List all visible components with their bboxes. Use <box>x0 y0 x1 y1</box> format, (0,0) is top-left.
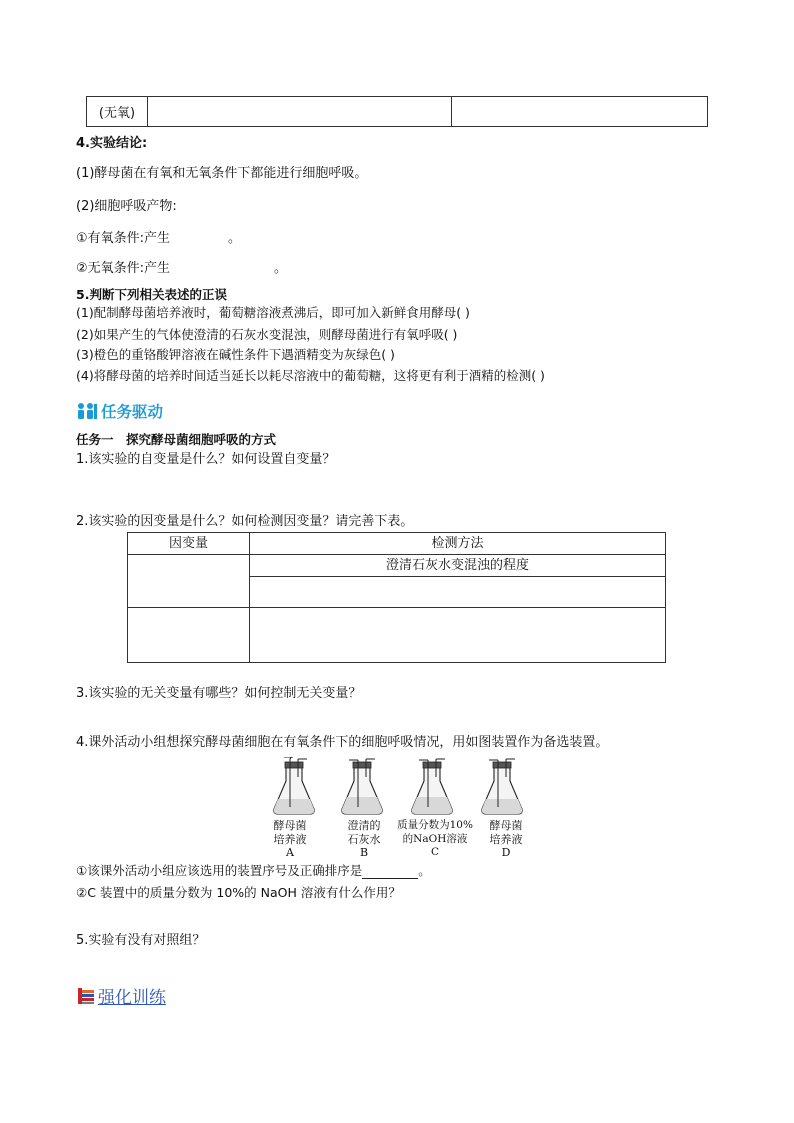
table-row1-method: 澄清石灰水变混浊的程度 <box>385 558 529 573</box>
table-row-divider <box>128 607 665 608</box>
flask-c-letter: C <box>430 846 440 858</box>
task1-q4: 4.课外活动小组想探究酵母菌细胞在有氧条件下的细胞呼吸情况，用如图装置作为备选装置。 <box>76 735 609 750</box>
aerobic-label: ①有氧条件:产生 <box>76 231 171 246</box>
flask-b-label <box>336 819 392 860</box>
flask-d-line2: 培养液 <box>489 832 523 846</box>
flasks-svg <box>262 757 542 819</box>
flask-b-line1: 澄清的 <box>347 819 381 832</box>
flask-c-icon <box>412 759 452 814</box>
flask-a-icon <box>274 757 314 814</box>
task1-q4-sub1 <box>76 862 431 879</box>
flask-c-line1: 质量分数为10% <box>397 819 473 831</box>
table-header-variable: 因变量 <box>168 536 208 551</box>
judge-item-3: (3)橙色的重铬酸钾溶液在碱性条件下遇酒精变为灰绿色( ) <box>76 347 395 362</box>
task1-q5: 5.实验有没有对照组？ <box>76 933 206 948</box>
dependent-variable-table <box>127 532 666 663</box>
task1-title: 任务一 探究酵母菌细胞呼吸的方式 <box>76 432 277 447</box>
flask-d-icon <box>482 759 522 814</box>
q4-sub1-text: ①该课外活动小组应该选用的装置序号及正确排序是 <box>76 863 363 878</box>
top-table-cell-blank <box>148 97 452 126</box>
flask-b-letter: B <box>359 846 369 859</box>
anaerobic-end: 。 <box>274 261 288 276</box>
training-title: 强化训练 <box>98 988 166 1008</box>
task-section-title: 任务驱动 <box>101 403 164 421</box>
task1-q4-sub2: ②C 装置中的质量分数为 10%的 NaOH 溶液有什么作用？ <box>76 885 401 900</box>
flask-c-label <box>390 819 480 860</box>
flask-a-letter: A <box>286 846 294 859</box>
conclusion-line2: (2)细胞呼吸产物: <box>76 199 177 214</box>
conclusion-line1: (1)酵母菌在有氧和无氧条件下都能进行细胞呼吸。 <box>76 166 368 181</box>
conclusion-heading: 4.实验结论: <box>76 136 148 151</box>
task1-q1: 1.该实验的自变量是什么？如何设置自变量？ <box>76 452 336 467</box>
task1-q2: 2.该实验的因变量是什么？如何检测因变量？请完善下表。 <box>76 514 414 529</box>
q4-sub1-blank <box>362 864 418 879</box>
judge-item-4: (4)将酵母菌的培养时间适当延长以耗尽溶液中的葡萄糖，这将更有利于酒精的检测( ) <box>76 368 545 383</box>
training-header <box>76 983 166 1008</box>
table-header-method: 检测方法 <box>431 536 484 551</box>
flask-a-label <box>264 819 316 860</box>
judge-heading: 5.判断下列相关表述的正误 <box>76 287 227 302</box>
apparatus-diagram <box>262 757 542 862</box>
flask-d-line1: 酵母菌 <box>489 819 523 832</box>
flask-a-line2: 培养液 <box>273 832 307 846</box>
flask-b-icon <box>342 759 382 814</box>
aerobic-end: 。 <box>228 231 242 246</box>
q4-sub1-end: 。 <box>418 863 431 878</box>
anaerobic-label: ②无氧条件:产生 <box>76 261 171 276</box>
task-section-header <box>76 400 163 422</box>
top-table <box>86 96 708 127</box>
people-icon <box>76 402 98 420</box>
task1-q3: 3.该实验的无关变量有哪些？如何控制无关变量？ <box>76 686 362 701</box>
flask-b-line2: 石灰水 <box>347 832 381 846</box>
aerobic-line <box>76 230 241 248</box>
book-icon <box>76 986 96 1006</box>
anaerobic-line <box>76 260 287 278</box>
judge-item-1: (1)配制酵母菌培养液时，葡萄糖溶液煮沸后，即可加入新鲜食用酵母( ) <box>76 305 470 320</box>
table-subrow-divider <box>250 576 665 577</box>
flask-a-line1: 酵母菌 <box>273 819 307 832</box>
judge-item-2: (2)如果产生的气体使澄清的石灰水变混浊，则酵母菌进行有氧呼吸( ) <box>76 327 458 342</box>
top-table-row-label: (无氧) <box>87 97 148 126</box>
flask-d-letter: D <box>501 846 511 859</box>
flask-c-line2: 的NaOH溶液 <box>402 832 468 845</box>
flask-d-label <box>480 819 532 860</box>
table-header-divider <box>128 554 665 555</box>
